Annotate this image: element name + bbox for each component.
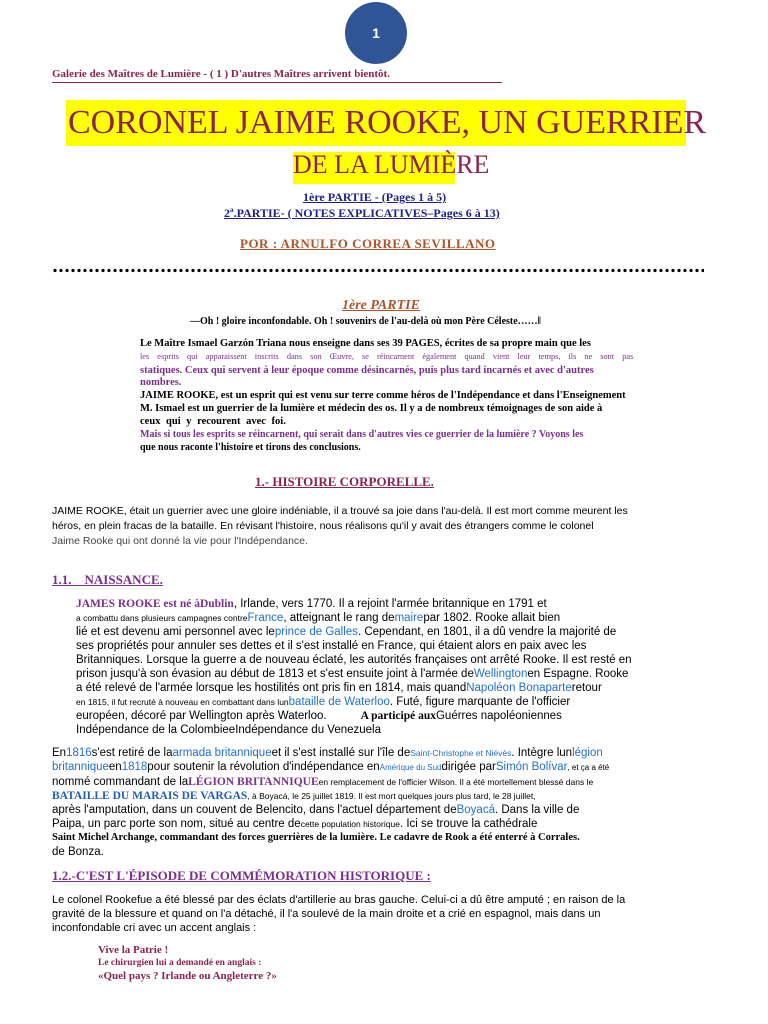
legion-britannique: LÉGION BRITANNIQUE bbox=[188, 776, 319, 788]
later-l5a: après l'amputation, dans un couvent de Belencito, dans l'actuel département de bbox=[52, 804, 457, 816]
episode-l1: Le colonel Rookefue a été blessé par des éclats d'artillerie au bras gauche. Celui-ci a dû être amputé ; en raison de la bbox=[52, 894, 626, 906]
later-l4b: , à Boyacá, le 25 juillet 1819. Il est mort quelques jours plus tard, le 28 juillet, bbox=[247, 791, 536, 801]
link-britannique[interactable]: britannique bbox=[52, 761, 109, 773]
later-l1a: En bbox=[52, 747, 67, 759]
later-l6a: Paipa, un parc porte son nom, situé au centre de bbox=[52, 818, 301, 830]
later-l1g: . Intègre lun bbox=[511, 747, 573, 759]
episode-l2: gravité de la blessure et quand on l'a détaché, il l'a soulevé de la main droite et a crié en espagnol, mais dans un bbox=[52, 908, 601, 920]
later-l2d: pour soutenir la révolution d'indépendance en bbox=[147, 761, 380, 773]
link-maire[interactable]: maire bbox=[394, 612, 424, 624]
later-l2b: en bbox=[108, 761, 122, 773]
dialogue-l3: «Quel pays ? Irlande ou Angleterre ?» bbox=[98, 970, 277, 982]
intro-line8: Mais si tous les esprits se réincarnent, qui serait dans d'autres vies ce guerrier de la lumière ? Voyons les bbox=[140, 429, 584, 440]
title-highlight bbox=[66, 100, 707, 146]
section11-title: 1.1. NAISSANCE. bbox=[52, 572, 163, 587]
birth-l3: lié et est devenu ami personnel avec le bbox=[76, 626, 275, 638]
birth-l4: ses propriétés pour annuler ses dettes et il s'est installé en France, qui étaient alors en paix avec les bbox=[76, 640, 587, 652]
later-paragraph bbox=[52, 746, 692, 859]
link-napoleon[interactable]: Napoléon Bonaparte bbox=[466, 682, 572, 694]
birth-l8c: . Futé, figure marquante de l'officier bbox=[389, 696, 571, 708]
intro-line2: les esprits qui apparaissent inscrits dans son Œuvre, se réincarnent également quand vient leur temps, ils ne sont pas bbox=[140, 352, 634, 361]
title-line1: CORONEL JAIME ROOKE, UN GUERRIER bbox=[68, 104, 707, 141]
bataille-marais: BATAILLE DU MARAIS DE VARGAS bbox=[52, 790, 248, 802]
later-l2h: , et ça a été bbox=[567, 763, 610, 772]
later-l6b: cette population historique bbox=[300, 819, 400, 829]
link-1816[interactable]: 1816 bbox=[66, 747, 92, 759]
intro-line7: ceux qui y recourent avec foi. bbox=[140, 416, 286, 427]
section1-line1: JAIME ROOKE, était un guerrier avec une gloire indéniable, il a trouvé sa joie dans l'au-delà. Il est mort comme meurent les bbox=[52, 505, 628, 517]
link-boyaca[interactable]: Boyacá bbox=[456, 804, 495, 816]
dialogue bbox=[98, 944, 277, 983]
later-l5c: . Dans la ville de bbox=[494, 804, 580, 816]
birth-l9: européen, décoré par Wellington après Waterloo. bbox=[76, 710, 327, 722]
quote: —Oh ! gloire inconfondable. Oh ! souvenirs de l'au-delà où mon Père Céleste……‖ bbox=[190, 316, 541, 327]
link-amerique-du-sud[interactable]: Amérique du Sud bbox=[379, 763, 442, 772]
dotted-separator bbox=[52, 268, 704, 273]
part2-line: 2ª.PARTIE- ( NOTES EXPLICATIVES–Pages 6 à 13) bbox=[224, 206, 500, 220]
birth-l1b: , Irlande, vers 1770. Il a rejoint l'armée britannique en 1791 et bbox=[233, 598, 547, 610]
later-l8: de Bonza. bbox=[52, 846, 104, 858]
link-simon-bolivar[interactable]: Simón Bolívar bbox=[495, 761, 568, 773]
birth-name: JAMES ROOKE est né àDublin bbox=[76, 598, 234, 610]
intro-line5: JAIME ROOKE, est un esprit qui est venu sur terre comme héros de l'Indépendance et dans l'Enseignement bbox=[140, 390, 626, 401]
dialogue-l2: Le chirurgien lui a demandé en anglais : bbox=[98, 958, 262, 968]
birth-l2e: par 1802. Rooke allait bien bbox=[423, 612, 561, 624]
intro-line9: que nous raconte l'histoire et tirons des conclusions. bbox=[140, 442, 361, 453]
birth-l2c: , atteignant le rang de bbox=[283, 612, 395, 624]
birth-l9b: A participé aux bbox=[360, 710, 436, 722]
later-l3a: nommé commandant de la bbox=[52, 776, 189, 788]
page-number: 1 bbox=[372, 25, 380, 41]
section1-line2: héros, en plein fracas de la bataille. En révisant l'histoire, nous réalisons qu'il y avait des étrangers comme le colonel bbox=[52, 520, 594, 532]
section1-text bbox=[52, 504, 628, 549]
link-armada[interactable]: armada britannique bbox=[172, 747, 272, 759]
link-wellington[interactable]: Wellington bbox=[473, 668, 528, 680]
section1-line3: Jaime Rooke qui ont donné la vie pour l'Indépendance. bbox=[52, 535, 308, 547]
gallery-underline bbox=[52, 82, 502, 83]
later-l2f: dirigée par bbox=[441, 761, 496, 773]
later-l7: Saint Michel Archange, commandant des forces guerrières de la lumière. Le cadavre de Rook a été enterré à Corrales. bbox=[52, 832, 580, 843]
later-l1c: s'est retiré de la bbox=[91, 747, 173, 759]
intro-line6: M. Ismael est un guerrier de la lumière et médecin des os. Il y a de nombreux témoignages de son aide à bbox=[140, 403, 603, 414]
intro-line4: nombres. bbox=[140, 377, 182, 388]
link-prince-de-galles[interactable]: prince de Galles bbox=[274, 626, 358, 638]
link-saint-christophe[interactable]: Saint-Christophe et Niévès bbox=[410, 748, 512, 758]
page-number-badge bbox=[345, 2, 407, 64]
birth-l10: Indépendance de la ColombieeIndépendance du Venezuela bbox=[76, 724, 382, 736]
birth-paragraph bbox=[76, 597, 680, 737]
birth-l7: a été relevé de l'armée lorsque les hostilités ont pris fin en 1814, mais quand bbox=[76, 682, 467, 694]
part-heading: 1ère PARTIE bbox=[342, 298, 420, 313]
birth-l2a: a combattu dans plusieurs campagnes contre bbox=[76, 613, 248, 623]
intro-line3: statiques. Ceux qui servent à leur époque comme désincarnés, puis plus tard incarnés et avec d'autres bbox=[140, 365, 594, 376]
author-line: POR : ARNULFO CORREA SEVILLANO bbox=[240, 236, 496, 251]
link-1818[interactable]: 1818 bbox=[121, 761, 148, 773]
section1-title: 1.- HISTOIRE CORPORELLE. bbox=[255, 474, 434, 489]
section12-title: 1.2.-C'EST L'ÉPISODE DE COMMÉMORATION HISTORIQUE : bbox=[52, 868, 431, 883]
birth-l9c: Guérres napoléoniennes bbox=[435, 710, 562, 722]
later-l3c: en remplacement de l'officier Wilson. Il a été mortellement blessé dans le bbox=[318, 777, 594, 787]
part1-line: 1ère PARTIE - (Pages 1 à 5) bbox=[303, 190, 447, 204]
birth-l6c: en Espagne. Rooke bbox=[527, 668, 629, 680]
birth-l7c: retour bbox=[571, 682, 602, 694]
later-l6c: . Ici se trouve la cathédrale bbox=[399, 818, 538, 830]
link-france[interactable]: France bbox=[247, 612, 284, 624]
later-l1e: et il s'est installé sur l'île de bbox=[271, 747, 411, 759]
dialogue-l1: Vive la Patrie ! bbox=[98, 944, 169, 956]
episode-paragraph bbox=[52, 893, 692, 935]
intro-line1: Le Maître Ismael Garzón Triana nous enseigne dans ses 39 PAGES, écrites de sa propre main que les bbox=[140, 338, 591, 349]
episode-l3: inconfondable cri avec un accent anglais : bbox=[52, 922, 257, 934]
gallery-line: Galerie des Maîtres de Lumière - ( 1 ) D'autres Maîtres arrivent bientôt. bbox=[52, 68, 390, 80]
birth-l5: Britanniques. Lorsque la guerre a de nouveau éclaté, les autorités françaises ont arrêté Rooke. Il est resté en bbox=[76, 654, 632, 666]
birth-l6: prison jusqu'à son évasion au début de 1813 et s'est ensuite joint à l'armée de bbox=[76, 668, 474, 680]
birth-l8: en 1815, il fut recruté à nouveau en combattant dans lun bbox=[76, 697, 289, 707]
birth-l3c: . Cependant, en 1801, il a dû vendre la majorité de bbox=[357, 626, 617, 638]
link-waterloo[interactable]: bataille de Waterloo bbox=[288, 696, 390, 708]
title-line2: DE LA LUMIÈRE bbox=[293, 150, 490, 179]
link-legion[interactable]: légion bbox=[572, 747, 603, 759]
